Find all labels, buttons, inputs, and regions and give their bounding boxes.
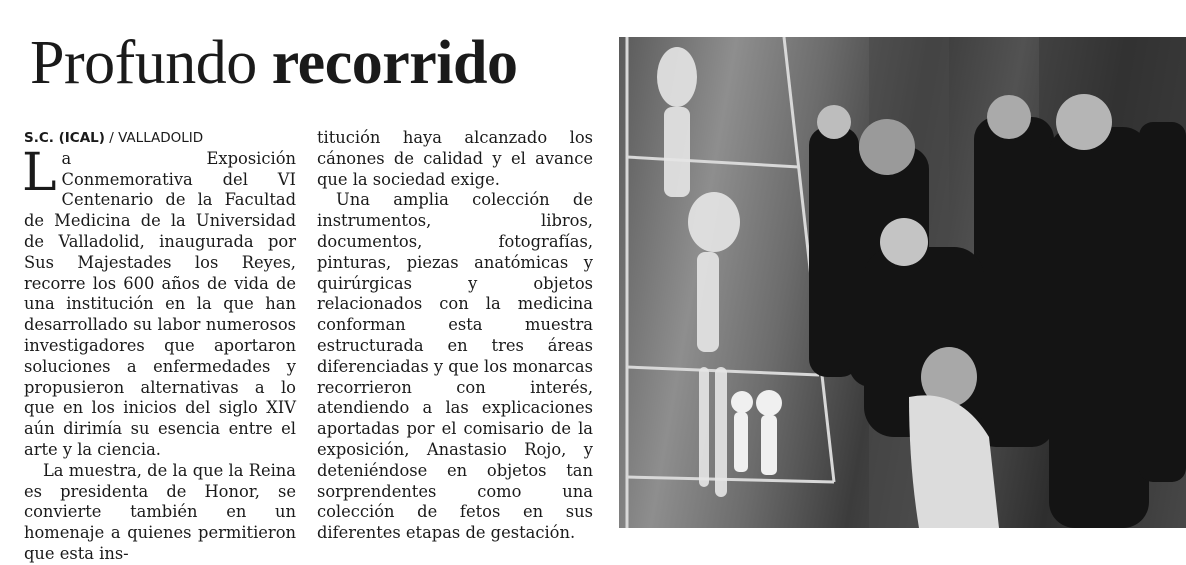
paragraph-1-text: a Exposición Conmemorativa del VI Centenario de la Facultad de Medicina de la Universidad de Valladolid, inaugurada por Sus Majestades los Reyes, recorre los 600 años de vida de una institución en la que han desarrollado su labor numerosos investigadores que aportaron soluciones a enfermedades y propusieron alternativas a lo que en los inicios del siglo XIV aún dirimía su esencia entre el arte y la ciencia.	[24, 148, 296, 459]
headline-bold: recorrido	[271, 29, 518, 97]
visitors-shape	[809, 94, 1186, 528]
headline	[30, 24, 517, 102]
skeleton-shape	[657, 47, 740, 497]
drop-cap: L	[22, 142, 57, 203]
paragraph-2-part-1: La muestra, de la que la Reina es presidenta de Honor, se convierte también en un homenaje a quienes permitieron que esta ins-	[24, 460, 296, 563]
article-column-2	[317, 128, 593, 544]
article-column-1	[24, 128, 296, 565]
headline-regular: Profundo	[30, 29, 257, 97]
byline-separator: /	[104, 130, 119, 146]
paragraph-1	[22, 142, 296, 461]
paragraph-2-part-2: titución haya alcanzado los cánones de calidad y el avance que la sociedad exige.	[317, 128, 593, 189]
news-photo	[619, 37, 1186, 528]
byline-agency: S.C. (ICAL)	[24, 130, 105, 146]
photo-illustration	[619, 37, 1186, 528]
paragraph-3: Una amplia colección de instrumentos, libros, documentos, fotografías, pinturas, piezas anatómicas y quirúrgicas y objetos relacionados con la medicina conforman esta muestra estructurada en tres áreas diferenciadas y que los monarcas recorrieron con interés, atendiendo a las explicaciones aportadas por el comisario de la exposición, Anastasio Rojo, y deteniéndose en objetos tan sorprendentes como una colección de fetos en sus diferentes etapas de gestación.	[317, 190, 593, 543]
display-cabinet-shape	[627, 37, 834, 528]
byline-location: VALLADOLID	[118, 130, 204, 146]
small-specimens-shape	[731, 390, 782, 475]
byline	[24, 128, 296, 149]
